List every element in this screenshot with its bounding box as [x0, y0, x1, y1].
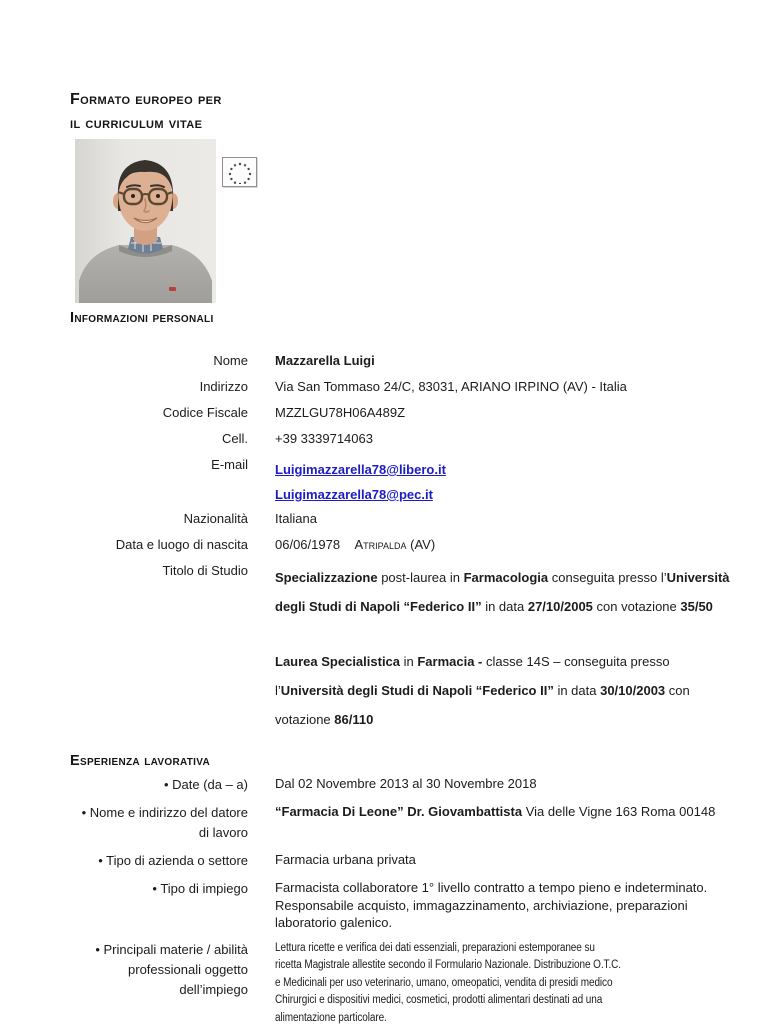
field-row-titolo-studio	[70, 563, 723, 734]
field-value-datore: “Farmacia Di Leone” Dr. Giovambattista Via delle Vigne 163 Roma 00148	[275, 803, 723, 843]
education-specializzazione: Specializzazione post-laurea in Farmacologia conseguita presso l’Università degli Studi di Napoli “Federico II” in data 27/10/2005 con votazione 35/50	[275, 563, 740, 621]
field-row-indirizzo	[70, 379, 723, 395]
field-row-codice-fiscale	[70, 405, 723, 421]
photo-area	[75, 138, 723, 305]
field-value-nome: Mazzarella Luigi	[275, 353, 723, 369]
field-row-email	[70, 457, 723, 507]
portrait-photo	[75, 139, 216, 303]
field-row-nazionalita	[70, 511, 723, 527]
field-value-cell: +39 3339714063	[275, 431, 723, 447]
field-label-impiego: • Tipo di impiego	[70, 879, 248, 932]
field-value-nascita: 06/06/1978 Atripalda (AV)	[275, 537, 723, 553]
personal-info-table	[70, 353, 723, 734]
field-label-cell: Cell.	[70, 431, 248, 447]
field-label-titolo-studio: Titolo di Studio	[70, 563, 248, 734]
field-label-email: E-mail	[70, 457, 248, 507]
field-row-materie	[70, 940, 723, 1027]
eu-flag-icon	[222, 157, 257, 187]
field-value-codice-fiscale: MZZLGU78H06A489Z	[275, 405, 723, 421]
education-laurea: Laurea Specialistica in Farmacia - classe 14S – conseguita presso l’Università degli Studi di Napoli “Federico II” in data 30/10/2003 con votazione 86/110	[275, 647, 740, 734]
field-value-azienda: Farmacia urbana privata	[275, 851, 723, 871]
document-title	[70, 88, 723, 136]
field-label-nome: Nome	[70, 353, 248, 369]
field-row-datore	[70, 803, 723, 843]
email-link-pec[interactable]: Luigimazzarella78@pec.it	[275, 482, 723, 507]
experience-table	[70, 775, 723, 1027]
title-line-1: Formato europeo per	[70, 88, 723, 112]
field-label-datore: • Nome e indirizzo del datore di lavoro	[70, 803, 248, 843]
field-value-indirizzo: Via San Tommaso 24/C, 83031, ARIANO IRPINO (AV) - Italia	[275, 379, 723, 395]
field-label-materie: • Principali materie / abilità professionali oggetto dell’impiego	[70, 940, 248, 1027]
field-row-nome	[70, 353, 723, 369]
field-row-nascita	[70, 537, 723, 553]
field-value-date: Dal 02 Novembre 2013 al 30 Novembre 2018	[275, 775, 723, 795]
field-value-titolo-studio	[275, 563, 740, 734]
field-label-azienda: • Tipo di azienda o settore	[70, 851, 248, 871]
field-label-codice-fiscale: Codice Fiscale	[70, 405, 248, 421]
email-link-libero[interactable]: Luigimazzarella78@libero.it	[275, 457, 723, 482]
field-value-nazionalita: Italiana	[275, 511, 723, 527]
field-value-materie: Lettura ricette e verifica dei dati essenziali, preparazioni estemporanee su ricetta Magistrale allestite secondo il Formulario Nazionale. Distribuzione O.T.C. e Medicinali per uso veterinario, umano, omeopatici, vendita di presidi medico Chirurgici e dispositivi medici, cosmetici, prodotti alimentari destinati ad una alimentazione particolare.	[275, 940, 621, 1027]
field-label-indirizzo: Indirizzo	[70, 379, 248, 395]
field-row-impiego	[70, 879, 723, 932]
field-value-impiego: Farmacista collaboratore 1° livello contratto a tempo pieno e indeterminato. Responsabile acquisto, immagazzinamento, archiviazione, preparazioni laboratorio galenico.	[275, 879, 723, 932]
section-heading-experience: Esperienza lavorativa	[70, 752, 723, 770]
field-value-email	[275, 457, 723, 507]
field-label-nascita: Data e luogo di nascita	[70, 537, 248, 553]
field-row-azienda	[70, 851, 723, 871]
field-label-date: • Date (da – a)	[70, 775, 248, 795]
section-heading-personal: Informazioni personali	[70, 309, 723, 327]
title-line-2: il curriculum vitae	[70, 112, 723, 136]
field-row-date	[70, 775, 723, 795]
field-row-cell	[70, 431, 723, 447]
field-label-nazionalita: Nazionalità	[70, 511, 248, 527]
